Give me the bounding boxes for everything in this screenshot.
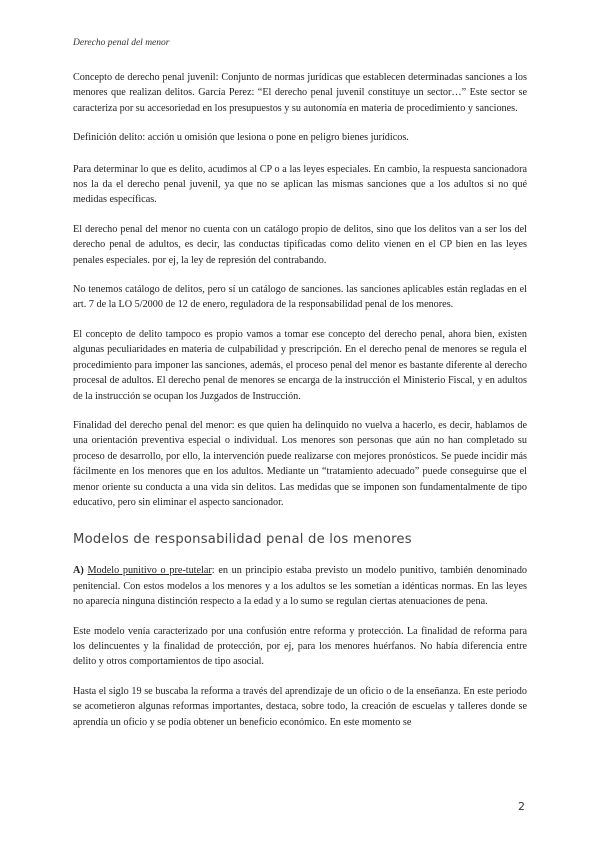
paragraph-catalogo-sanciones: No tenemos catálogo de delitos, pero sí un catálogo de sanciones. las sanciones aplicables están regladas en el art. 7 de la LO 5/2000 de 12 de enero, reguladora de la responsabilidad penal de los menores.: [73, 284, 527, 311]
model-name: Modelo punitivo o pre-tutelar: [87, 565, 212, 577]
section-heading: Modelos de responsabilidad penal de los menores: [73, 532, 412, 548]
page-number: 2: [518, 800, 525, 813]
paragraph-determinar-delito: Para determinar lo que es delito, acudimos al CP o a las leyes especiales. En cambio, la respuesta sancionadora nos la da el derecho penal juvenil, ya que no se aplican las mismas sanciones que a los adultos si no qué medidas específicas.: [73, 163, 527, 206]
paragraph-concepto: Concepto de derecho penal juvenil: Conjunto de normas jurídicas que establecen determinadas sanciones a los menores que realizan delitos. García Perez: “El derecho penal juvenil constituye un sector…” Este sector se caracteriza por su accesoriedad en los presupuestos y su autonomía en materia de procedimiento y sanciones.: [73, 72, 527, 114]
paragraph-concepto-delito: El concepto de delito tampoco es propio vamos a tomar ese concepto del derecho penal, ahora bien, existen algunas peculiaridades en materia de culpabilidad y prescripción. En el derecho penal de menores se regula el procedimiento para imponer las sanciones, además, el proceso penal del menor es bastante diferente al derecho procesal de adultos. El derecho penal de menores se encarga de la instrucción el Ministerio Fiscal, y en adultos de la instrucción se ocupan los Juzgados de Instrucción.: [73, 328, 527, 402]
running-header: Derecho penal del menor: [73, 38, 170, 48]
body-text: [73, 70, 527, 744]
paragraph-modelo-punitivo: [73, 563, 527, 609]
model-label: A): [73, 565, 84, 577]
paragraph-catalogo-delitos: El derecho penal del menor no cuenta con un catálogo propio de delitos, sino que los delitos van a ser los del derecho penal de adultos, es decir, las conductas tipificadas como delito vienen en el CP bien en las leyes penales especiales. por ej, la ley de represión del contrabando.: [73, 223, 527, 266]
paragraph-definicion-delito: Definición delito: acción u omisión que lesiona o pone en peligro bienes jurídicos.: [73, 132, 409, 144]
model-description: : en un principio estaba previsto un modelo punitivo, también denominado penitencial. Con estos modelos a los menores y a los adultos se les sometían a idénticas normas. En las leyes no aparecía ninguna distinción respecto a la edad y a lo sumo se regulan ciertas atenuaciones de pena.: [73, 565, 528, 608]
paragraph-reforma-proteccion: Este modelo venía caracterizado por una confusión entre reforma y protección. La finalidad de reforma para los delincuentes y la finalidad de protección, por ej, para los menores huérfanos. No había diferencia entre delito y otros comportamientos de tipo asocial.: [73, 625, 527, 668]
paragraph-finalidad: Finalidad del derecho penal del menor: es que quien ha delinquido no vuelva a hacerlo, es decir, hablamos de una orientación preventiva especial o individual. Los menores son personas que aún no han completado su proceso de desarrollo, por ello, la intervención puede realizarse con mejores pronósticos. Se puede incidir más fácilmente en los menores que en los adultos. Mediante un “tratamiento adecuado” puede conseguirse que el menor oriente su conducta a una vida sin delitos. Las medidas que se imponen son fundamentalmente de tipo educativo, pero sin eliminar el aspecto sancionador.: [73, 419, 527, 508]
paragraph-siglo-19: Hasta el siglo 19 se buscaba la reforma a través del aprendizaje de un oficio o de la enseñanza. En este periodo se acometieron algunas reformas importantes, destaca, sobre todo, la creación de escuelas y talleres donde se aprendía un oficio y se podía obtener un beneficio económico. En este momento se: [73, 685, 527, 728]
